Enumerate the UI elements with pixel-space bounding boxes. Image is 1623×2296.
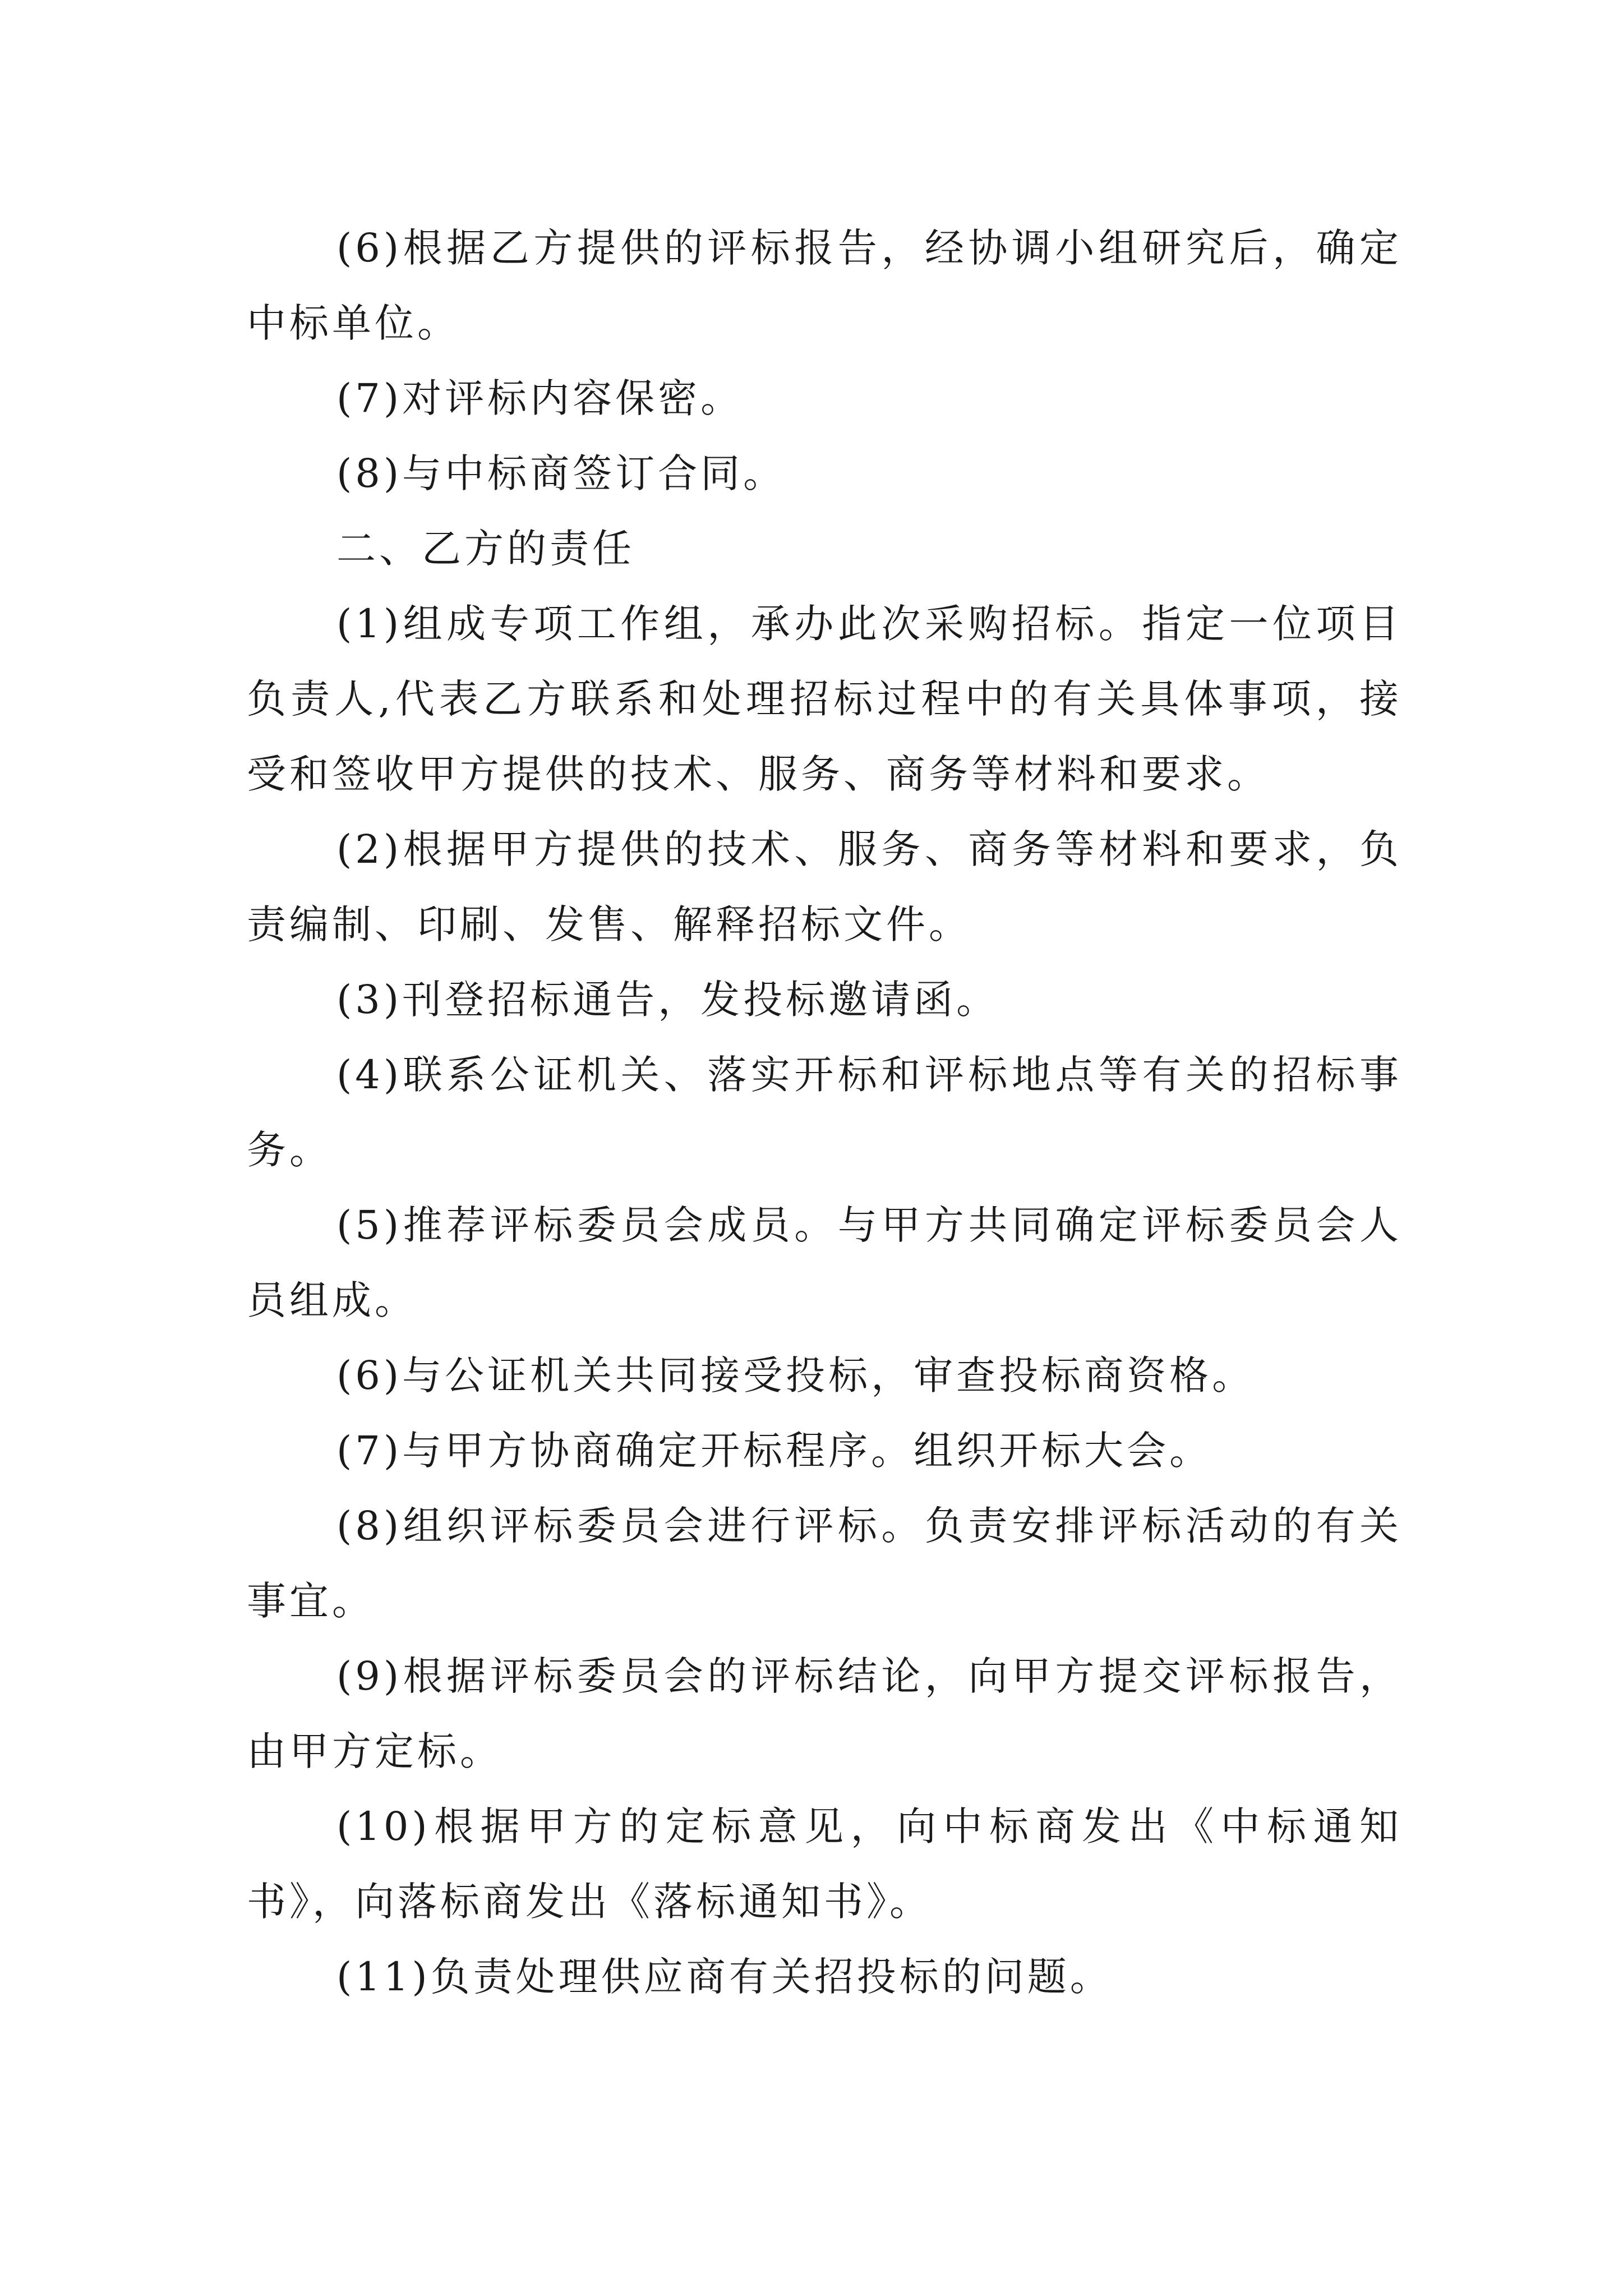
- paragraph-6-jia: (6)根据乙方提供的评标报告，经协调小组研究后，确定中标单位。: [247, 225, 1402, 346]
- paragraph-4-yi: (4)联系公证机关、落实开标和评标地点等有关的招标事务。: [247, 1052, 1402, 1173]
- paragraph-5-yi: (5)推荐评标委员会成员。与甲方共同确定评标委员会人员组成。: [247, 1202, 1402, 1323]
- paragraph-2-yi: (2)根据甲方提供的技术、服务、商务等材料和要求，负责编制、印刷、发售、解释招标文件。: [247, 826, 1402, 947]
- paragraph-7-jia: (7)对评标内容保密。: [336, 375, 744, 421]
- section-heading-yi: 二、乙方的责任: [336, 526, 635, 572]
- paragraph-10-yi: (10)根据甲方的定标意见，向中标商发出《中标通知书》，向落标商发出《落标通知书》。: [247, 1803, 1402, 1925]
- paragraph-9-yi: (9)根据评标委员会的评标结论，向甲方提交评标报告，由甲方定标。: [247, 1653, 1402, 1774]
- paragraph-6-yi: (6)与公证机关共同接受投标，审查投标商资格。: [336, 1352, 1255, 1398]
- paragraph-11-yi: (11)负责处理供应商有关招投标的问题。: [336, 1954, 1113, 2000]
- paragraph-1-yi: (1)组成专项工作组，承办此次采购招标。指定一位项目负责人,代表乙方联系和处理招标过程中的有关具体事项，接受和签收甲方提供的技术、服务、商务等材料和要求。: [247, 601, 1402, 797]
- paragraph-8-jia: (8)与中标商签订合同。: [336, 450, 786, 496]
- paragraph-7-yi: (7)与甲方协商确定开标程序。组织开标大会。: [336, 1428, 1212, 1474]
- document-body: [247, 210, 1402, 2014]
- paragraph-8-yi: (8)组织评标委员会进行评标。负责安排评标活动的有关事宜。: [247, 1503, 1402, 1624]
- paragraph-3-yi: (3)刊登招标通告，发投标邀请函。: [336, 977, 999, 1023]
